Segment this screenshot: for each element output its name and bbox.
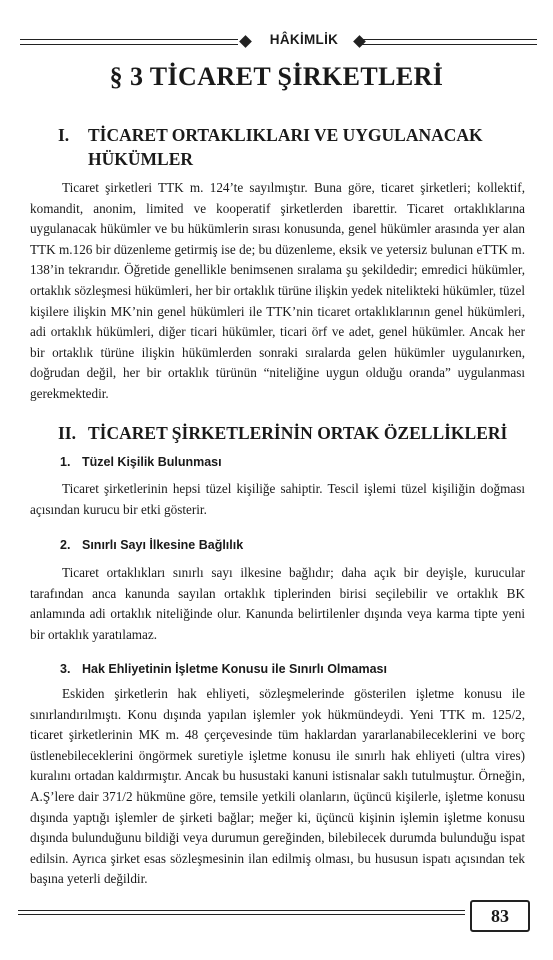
section-title: TİCARET ŞİRKETLERİNİN ORTAK ÖZELLİKLERİ (88, 423, 508, 443)
header-ornament-left (239, 35, 252, 48)
running-header-label: HÂKİMLİK (269, 32, 339, 47)
section-title-line-1: TİCARET ORTAKLIKLARI VE UYGULANACAK (88, 125, 483, 145)
header-ornament-right (353, 35, 366, 48)
section-1-paragraph: Ticaret şirketleri TTK m. 124’te sayılmıştır. Buna göre, ticaret şirketleri; kollektif, komandit, anonim, limited ve kooperatif şirketlerden ibarettir. Ticaret ortaklıklarına uygulanacak hükümler ve bu hükümlerin sırası konusunda, genel hükümler arasında yer alan TTK m.126 bir düzenleme getirmiş ise de; bu düzenleme, eksik ve yetersiz bulunan eTTK m. 138’in tekrarıdır. Öğretide genellikle benimsenen sıralama şu şekildedir; emredici hükümler, ortaklık sözleşmesi hükümleri, her bir ortaklık türüne ilişkin yedek nitelikteki hükümler, tüzel kişilere ilişkin MK’nin genel hükümleri ile TTK’nin ticaret ortaklıklarının genel hükümleri, adi ortaklık hükümleri, diğer ticari hükümler, ticari örf ve adet, genel hükümler. Ancak her bir ortaklık türüne ilişkin hükümlerden sonraki sıralarda gelen hükümler uygulanırken, doğrudan değil, her bir ortaklık türünün “niteliğine uygun olduğu oranda” uygulanması gerekmektedir. (30, 180, 525, 401)
section-heading-1 (58, 123, 528, 171)
header-rule-left-2 (20, 44, 238, 45)
header-rule-right (357, 39, 537, 40)
subsection-3-paragraph: Eskiden şirketlerin hak ehliyeti, sözleşmelerinde gösterilen işletme konusu ile sınırlandırılmıştı. Konu dışında yapılan işlemler yok hükmündeydi. Yeni TTK m. 125/2, ticaret şirketlerinin MK m. 48 çerçevesinde tüm haklardan yararlanabileceklerini ve borç üstlenebileceklerini öngörmek suretiyle işletme konusu ile sınırlı hak ehliyeti (ultra vires) kuralını ortadan kaldırmıştır. Ancak bu husustaki kanuni istisnalar saklı tutulmuştur. Örneğin, A.Ş’lere dair 371/2 hükmüne göre, temsile yetkili olanların, üçüncü kişilerle, işletme konusu dışında yaptığı işlemler de şirketi bağlar; meğer ki, üçüncü kişinin işlemin işletme konusu dışında bulunduğunu bildiği veya durumun gereğinden, bilebilecek durumda bulunduğu ispat edilsin. Ayrıca şirket esas sözleşmesinin ilan edilmiş olması, bu hususun ispatı açısından tek başına yeterli değildir. (30, 686, 525, 887)
footer-rule-2 (18, 914, 465, 915)
subsection-title: Tüzel Kişilik Bulunması (82, 455, 222, 469)
section-number: II. (58, 423, 76, 443)
subsection-heading-1 (60, 453, 222, 471)
page-footer (18, 900, 538, 936)
section-title-line-2: HÜKÜMLER (88, 149, 193, 169)
subsection-number: 2. (60, 538, 71, 552)
section-heading-2 (58, 421, 528, 445)
subsection-heading-3 (60, 660, 387, 678)
subsection-2-paragraph: Ticaret ortaklıkları sınırlı sayı ilkesine bağlıdır; daha açık bir deyişle, kurucular tarafından anca kanunda sayılan ortaklık tiplerinden birisi seçilebilir ve ortaklık BK anlamında adi ortaklık niteliğinde olur. Kanunda belirtilenler dışında veya karma tipte yeni bir ortaklık yaratılamaz. (30, 565, 525, 642)
subsection-title: Hak Ehliyetinin İşletme Konusu ile Sınırlı Olmaması (82, 662, 387, 676)
page-number: 83 (470, 900, 530, 932)
section-number: I. (58, 125, 70, 145)
subsection-heading-2 (60, 536, 243, 554)
subsection-1-paragraph: Ticaret şirketlerinin hepsi tüzel kişiliğe sahiptir. Tescil işlemi tüzel kişiliğin doğması açısından kurucu bir etki gösterir. (30, 481, 525, 517)
header-rule-right-2 (357, 44, 537, 45)
running-header (20, 32, 537, 54)
subsection-number: 1. (60, 455, 71, 469)
header-rule-left (20, 39, 238, 40)
subsection-title: Sınırlı Sayı İlkesine Bağlılık (82, 538, 244, 552)
subsection-number: 3. (60, 662, 71, 676)
chapter-title: § 3 TİCARET ŞİRKETLERİ (109, 62, 444, 91)
footer-rule (18, 910, 465, 911)
